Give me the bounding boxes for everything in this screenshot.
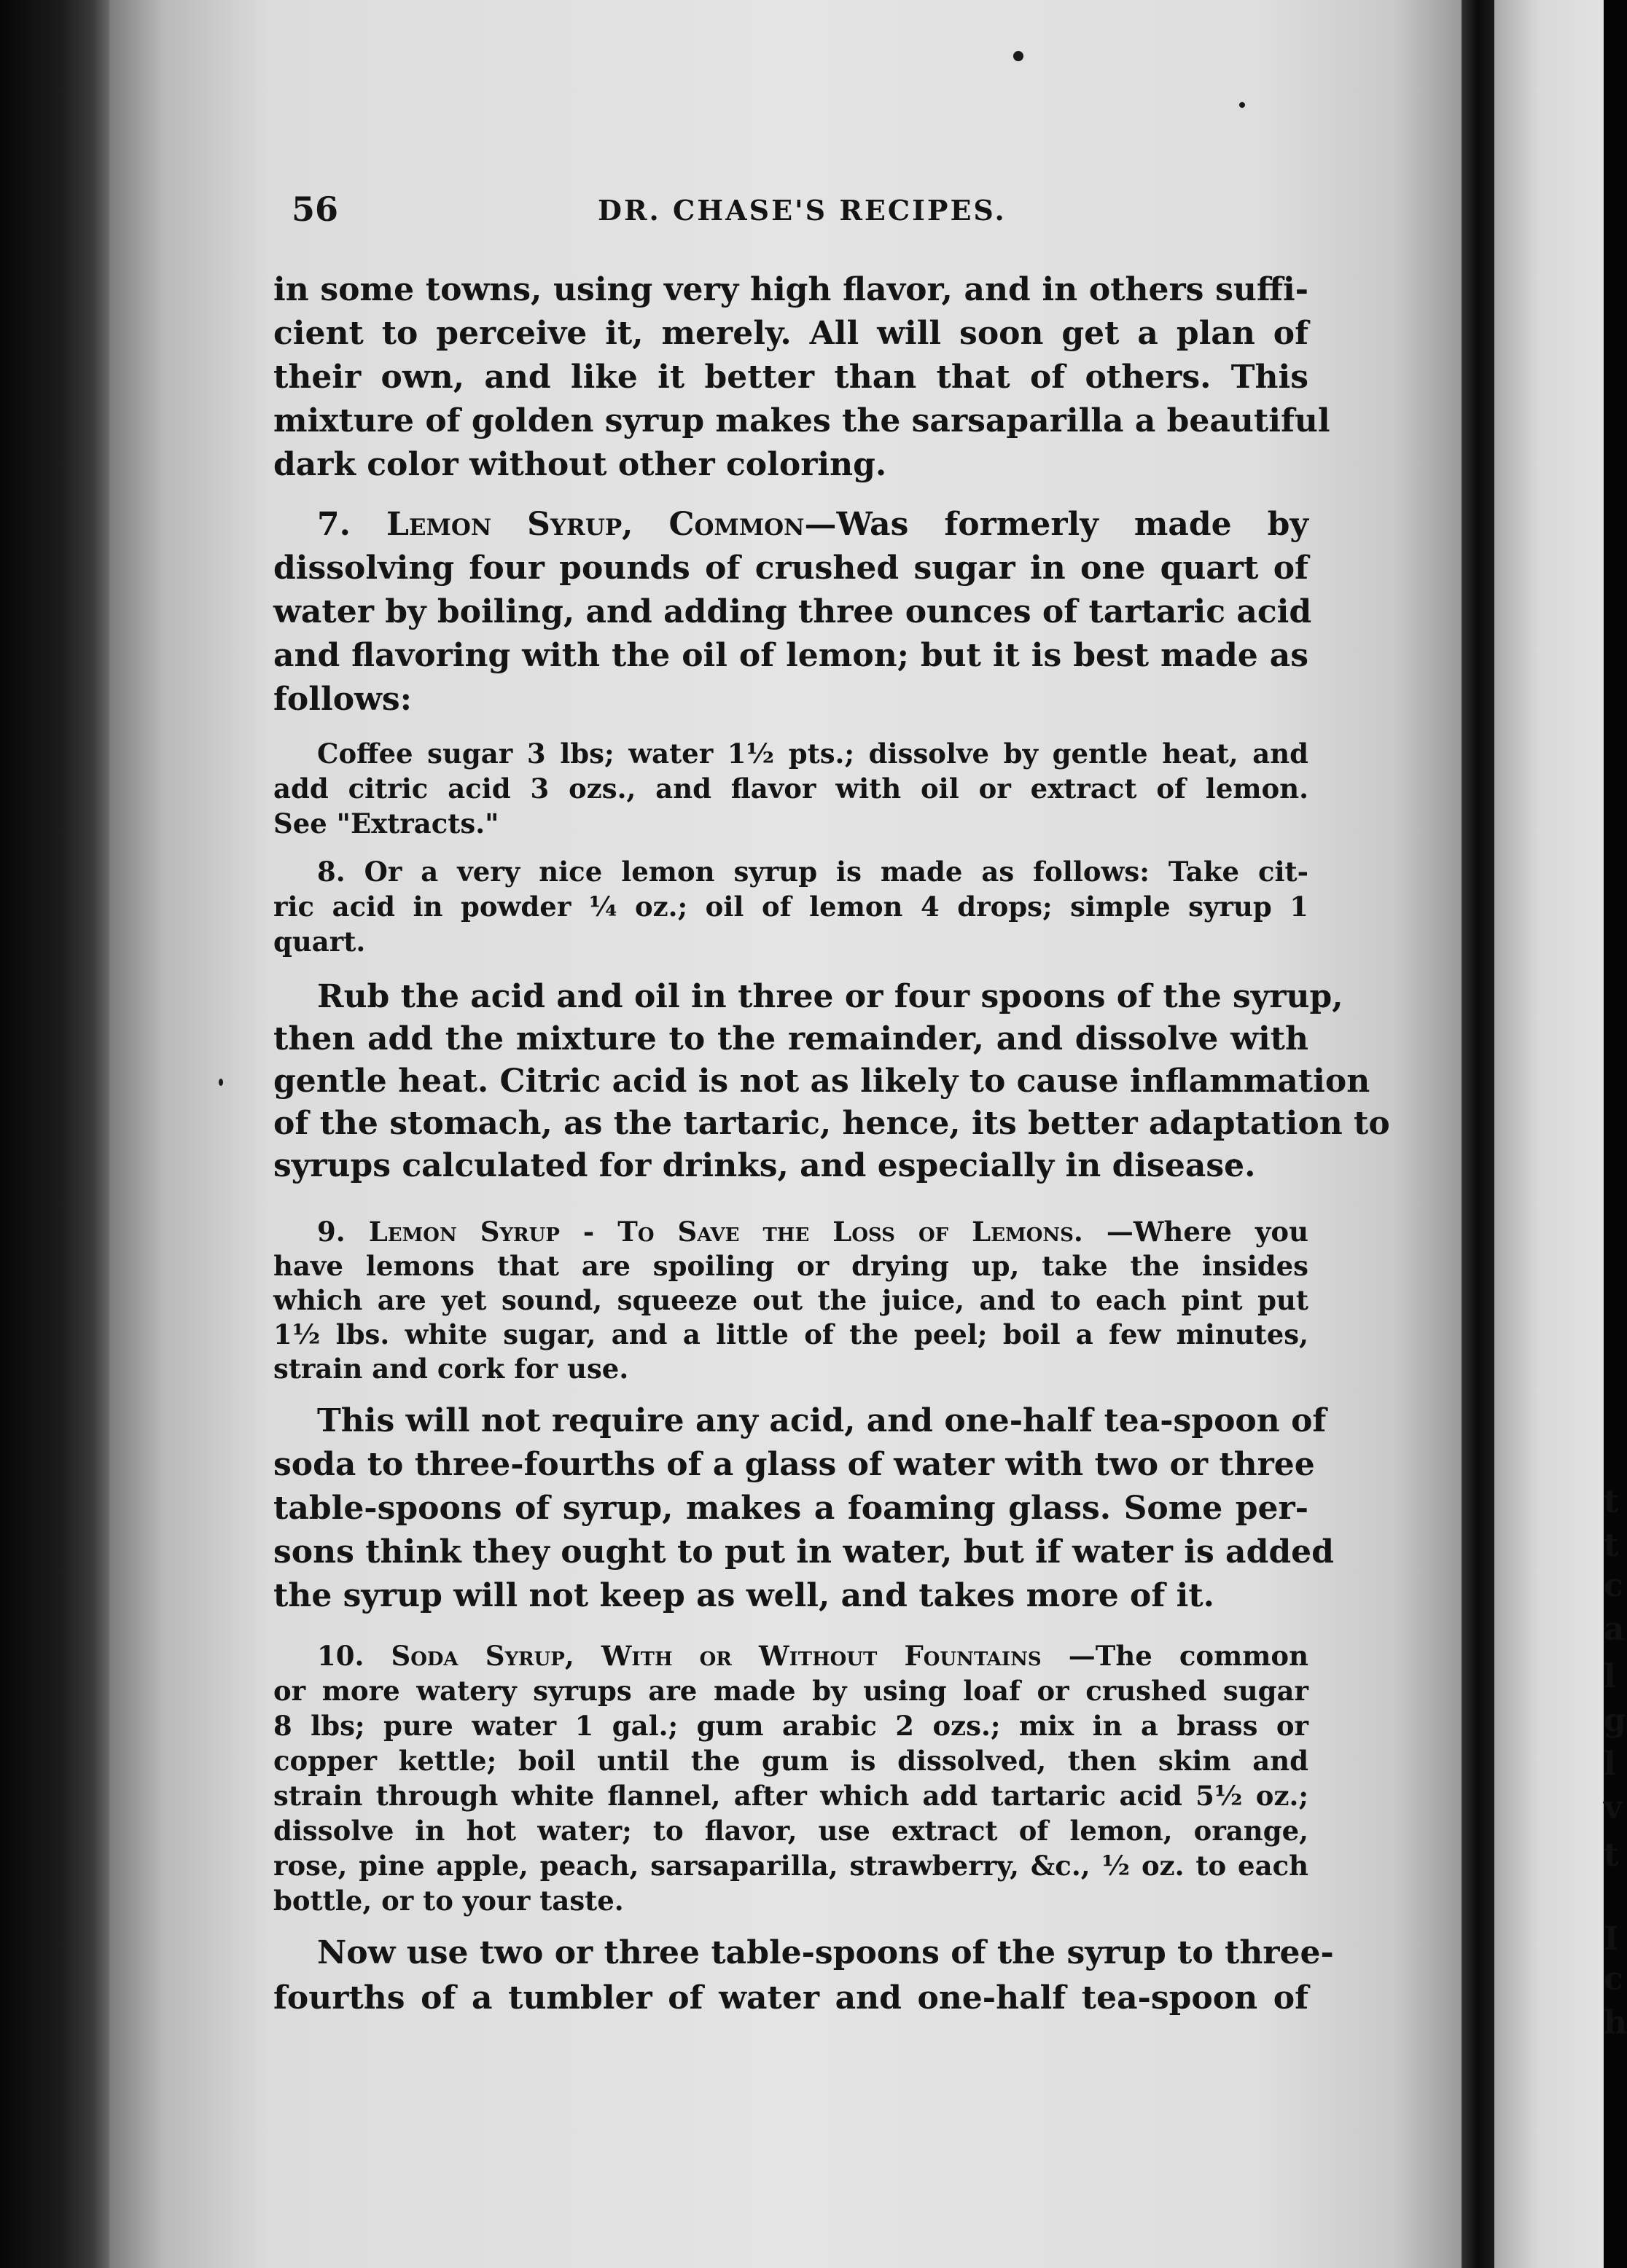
- text-line: bottle, or to your taste.: [273, 1885, 624, 1917]
- text-line: table-spoons of syrup, makes a foaming glass. Some per-: [273, 1490, 1308, 1527]
- text-line: or more watery syrups are made by using loaf or crushed sugar: [273, 1675, 1308, 1707]
- recipe-heading-line: [273, 1216, 1308, 1251]
- recipe-title: Lemon Syrup - To Save the Loss of Lemons.: [368, 1216, 1083, 1248]
- text-line: cient to perceive it, merely. All will soon get a plan of: [273, 315, 1308, 352]
- text-line: See "Extracts.": [273, 808, 499, 840]
- facing-page-fragment: l: [1604, 1658, 1616, 1695]
- ink-speck: [219, 1079, 223, 1086]
- text-line: quart.: [273, 926, 366, 958]
- text-line: follows:: [273, 681, 412, 718]
- facing-page-fragment: c: [1604, 1567, 1623, 1604]
- facing-page-fragment: t: [1604, 1483, 1619, 1520]
- text-line: and flavoring with the oil of lemon; but it is best made as: [273, 637, 1308, 674]
- text-line: the syrup will not keep as well, and takes more of it.: [273, 1577, 1214, 1614]
- text-line: Rub the acid and oil in three or four spoons of the syrup,: [317, 978, 1343, 1015]
- facing-page-fragment: c: [1604, 1960, 1623, 1998]
- text-line: Coffee sugar 3 lbs; water 1½ pts.; dissolve by gentle heat, and: [317, 738, 1308, 770]
- page-header: [292, 189, 1298, 233]
- text-line: rose, pine apple, peach, sarsaparilla, strawberry, &c., ½ oz. to each: [273, 1850, 1308, 1882]
- text-line: in some towns, using very high flavor, and in others suffi-: [273, 271, 1308, 308]
- text-line: add citric acid 3 ozs., and flavor with oil or extract of lemon.: [273, 773, 1308, 805]
- text-line: their own, and like it better than that of others. This: [273, 359, 1308, 396]
- page-number: 56: [292, 189, 339, 229]
- facing-page-fragment: t: [1604, 1527, 1619, 1564]
- text-line: then add the mixture to the remainder, and dissolve with: [273, 1020, 1308, 1057]
- facing-page-edge: [1494, 0, 1627, 2268]
- ink-speck: [1013, 51, 1023, 61]
- text-line: dissolve in hot water; to flavor, use extract of lemon, orange,: [273, 1815, 1308, 1847]
- recipe-heading-line: [273, 1640, 1308, 1675]
- facing-page-fragment: I: [1604, 1920, 1619, 1958]
- text-line: dissolving four pounds of crushed sugar in one quart of: [273, 550, 1308, 587]
- text-line: mixture of golden syrup makes the sarsaparilla a beautiful: [273, 402, 1330, 439]
- recipe-title: Lemon Syrup, Common: [386, 506, 805, 543]
- running-head: DR. CHASE'S RECIPES.: [598, 194, 1007, 227]
- recipe-number: 10.: [317, 1640, 364, 1672]
- recipe-text: —Where you: [1082, 1216, 1309, 1248]
- text-line: This will not require any acid, and one-half tea-spoon of: [317, 1402, 1327, 1439]
- text-line: strain through white flannel, after which add tartaric acid 5½ oz.;: [273, 1780, 1308, 1812]
- recipe-number: 9.: [317, 1216, 346, 1248]
- facing-page-fragment: l: [1604, 1745, 1616, 1783]
- book-page-stack-edge: [0, 0, 109, 2268]
- facing-page-fragment: t: [1604, 1837, 1619, 1874]
- facing-page-fragment: h: [1604, 2004, 1627, 2041]
- text-line: sons think they ought to put in water, but if water is added: [273, 1533, 1334, 1571]
- recipe-number: 7.: [317, 506, 351, 543]
- recipe-heading-line: [273, 506, 1308, 548]
- text-line: 8. Or a very nice lemon syrup is made as follows: Take cit-: [317, 856, 1308, 888]
- text-line: fourths of a tumbler of water and one-half tea-spoon of: [273, 1979, 1308, 2017]
- text-line: Now use two or three table-spoons of the syrup to three-: [317, 1934, 1334, 1971]
- text-line: gentle heat. Citric acid is not as likely to cause inflammation: [273, 1063, 1370, 1100]
- text-line: 8 lbs; pure water 1 gal.; gum arabic 2 ozs.; mix in a brass or: [273, 1710, 1308, 1742]
- text-line: strain and cork for use.: [273, 1353, 629, 1385]
- facing-page-fragment: v: [1604, 1789, 1623, 1826]
- recipe-text: —Was formerly made by: [804, 506, 1308, 543]
- text-line: syrups calculated for drinks, and especially in disease.: [273, 1147, 1256, 1184]
- recipe-title: Soda Syrup, With or Without Fountains: [391, 1640, 1042, 1672]
- ink-speck: [1239, 102, 1245, 108]
- text-line: have lemons that are spoiling or drying up, take the insides: [273, 1250, 1308, 1282]
- text-line: dark color without other coloring.: [273, 446, 887, 483]
- text-line: soda to three-fourths of a glass of water with two or three: [273, 1446, 1315, 1483]
- recipe-text: —The common: [1041, 1640, 1308, 1672]
- text-line: copper kettle; boil until the gum is dissolved, then skim and: [273, 1745, 1308, 1777]
- text-line: 1½ lbs. white sugar, and a little of the peel; boil a few minutes,: [273, 1318, 1308, 1350]
- text-line: of the stomach, as the tartaric, hence, its better adaptation to: [273, 1105, 1390, 1142]
- book-gutter: [1462, 0, 1494, 2268]
- facing-page-fragment: g: [1604, 1702, 1626, 1739]
- text-line: water by boiling, and adding three ounces of tartaric acid: [273, 593, 1312, 630]
- facing-page-fragment: a: [1604, 1611, 1625, 1648]
- text-line: ric acid in powder ¼ oz.; oil of lemon 4 drops; simple syrup 1: [273, 891, 1308, 923]
- text-line: which are yet sound, squeeze out the juice, and to each pint put: [273, 1284, 1308, 1316]
